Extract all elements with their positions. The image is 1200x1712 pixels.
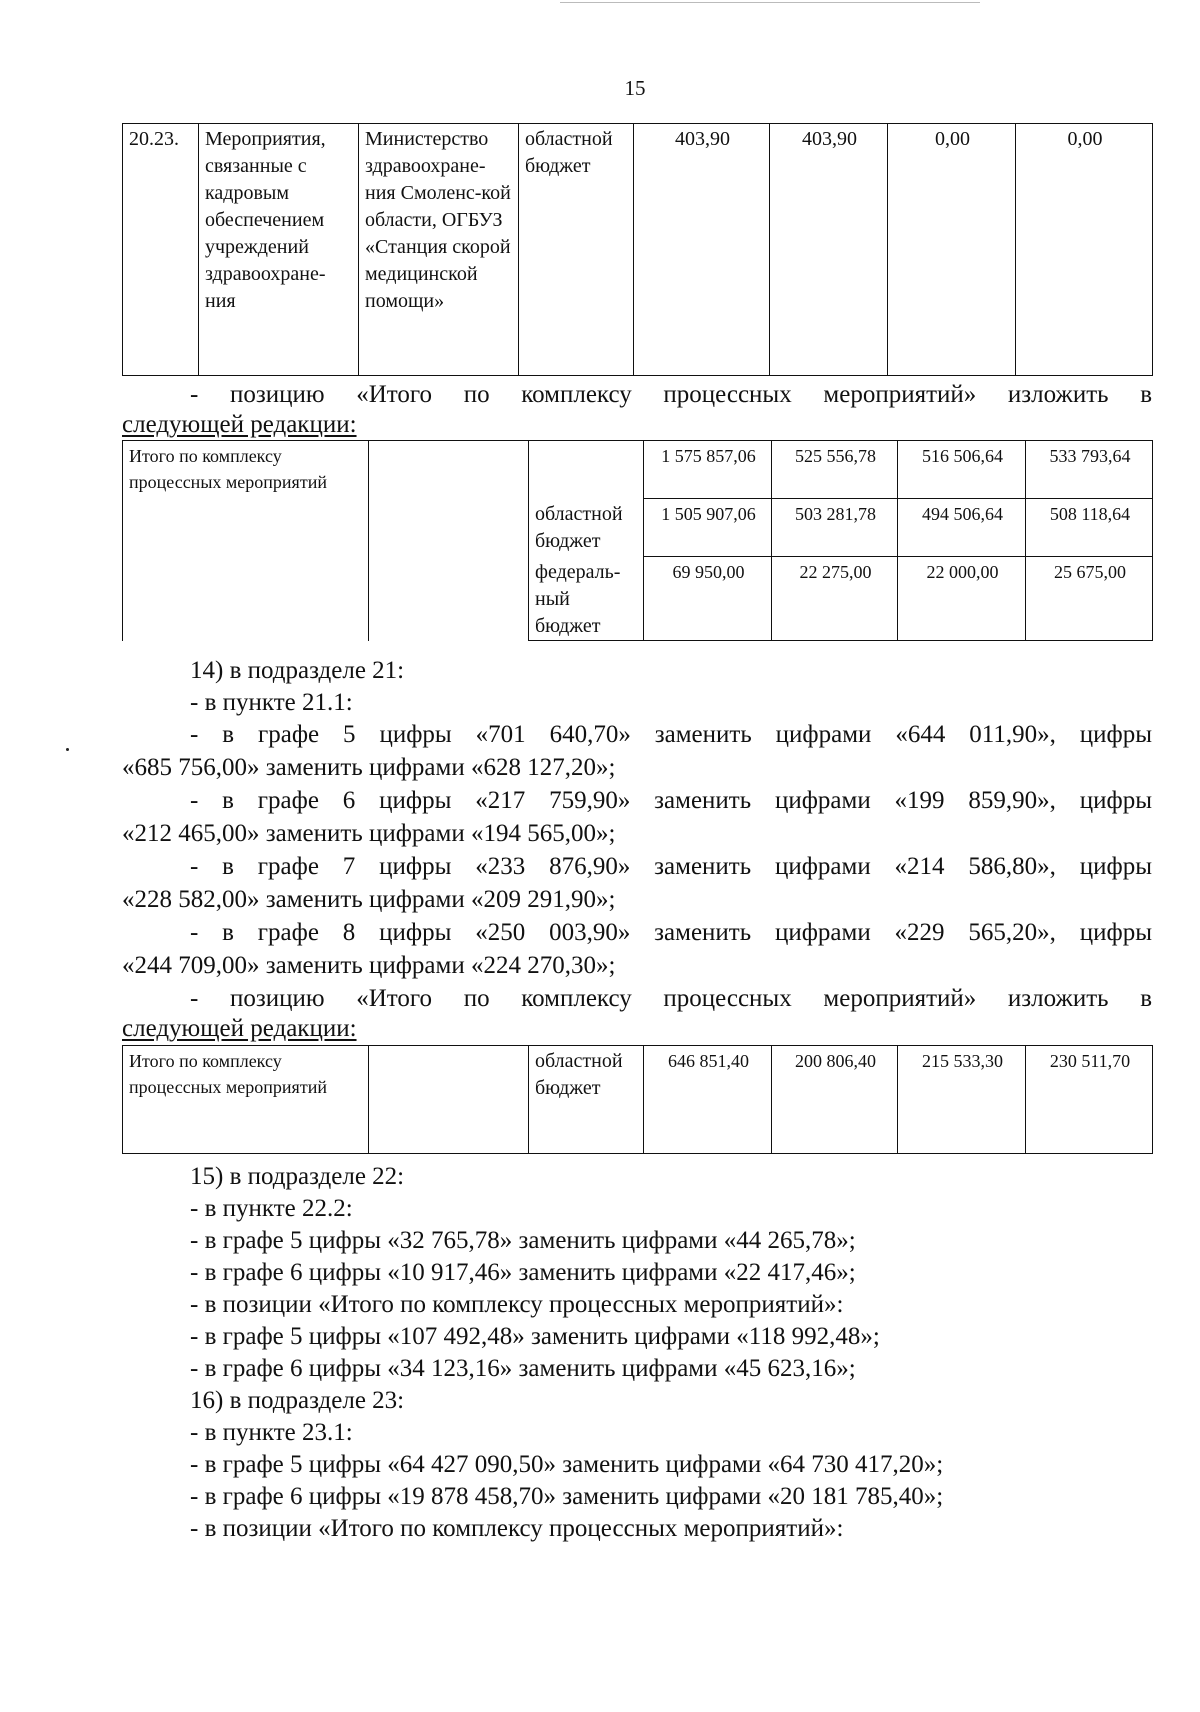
source-regional: областной бюджет	[529, 499, 644, 557]
section-16-line-1: - в графе 5 цифры «64 427 090,50» заменить цифрами «64 730 417,20»;	[190, 1451, 944, 1478]
column-7-change-cont: «228 582,00» заменить цифрами «209 291,90»;	[122, 886, 616, 913]
source-empty	[529, 441, 644, 499]
total-year-2: 516 506,64	[898, 441, 1026, 499]
margin-dot	[66, 748, 69, 751]
page-number: 15	[624, 76, 646, 100]
funding-source: областной бюджет	[519, 124, 634, 376]
total-year-3: 533 793,64	[1026, 441, 1153, 499]
value-total: 403,90	[634, 124, 770, 376]
event-name: Мероприятия, связанные с кадровым обеспечением учреждений здравоохране-ния	[199, 124, 359, 376]
source-federal: федераль-ный бюджет	[529, 557, 644, 641]
total-year-1: 525 556,78	[772, 441, 898, 499]
value-year-3: 0,00	[1016, 124, 1153, 376]
federal-year-3: 25 675,00	[1026, 557, 1153, 641]
column-5-change-cont: «685 756,00» заменить цифрами «628 127,20»;	[122, 754, 616, 781]
table-total-21	[122, 440, 1153, 641]
section-16-heading: 16) в подразделе 23:	[190, 1387, 405, 1414]
column-5-change: - в графе 5 цифры «701 640,70» заменить цифрами «644 011,90», цифры	[190, 721, 1152, 748]
section-16-line-2: - в графе 6 цифры «19 878 458,70» заменить цифрами «20 181 785,40»;	[190, 1483, 944, 1510]
federal-year-1: 22 275,00	[772, 557, 898, 641]
event-executor: Министерство здравоохране-ния Смоленс-кой области, ОГБУЗ «Станция скорой медицинской помощи»	[359, 124, 519, 376]
total-year-2: 215 533,30	[898, 1046, 1026, 1154]
regional-year-2: 494 506,64	[898, 499, 1026, 557]
funding-source: областной бюджет	[529, 1046, 644, 1154]
section-15-heading: 15) в подразделе 22:	[190, 1163, 405, 1190]
total-label: Итого по комплексу процессных мероприятий	[123, 1046, 369, 1154]
scan-artifact	[560, 2, 980, 3]
total-all: 1 575 857,06	[644, 441, 772, 499]
executor-empty	[369, 441, 529, 641]
federal-year-2: 22 000,00	[898, 557, 1026, 641]
paragraph-position-1: - позицию «Итого по комплексу процессных мероприятий» изложить в	[190, 381, 1152, 408]
column-8-change-cont: «244 709,00» заменить цифрами «224 270,30»;	[122, 952, 616, 979]
total-all: 646 851,40	[644, 1046, 772, 1154]
column-7-change: - в графе 7 цифры «233 876,90» заменить цифрами «214 586,80», цифры	[190, 853, 1152, 880]
value-year-2: 0,00	[888, 124, 1016, 376]
section-14-heading: 14) в подразделе 21:	[190, 657, 405, 684]
section-15-line-3: - в позиции «Итого по комплексу процессных мероприятий»:	[190, 1291, 844, 1318]
table-row-20-23	[122, 123, 1153, 376]
column-6-change: - в графе 6 цифры «217 759,90» заменить цифрами «199 859,90», цифры	[190, 787, 1152, 814]
value-year-1: 403,90	[770, 124, 888, 376]
executor-empty	[369, 1046, 529, 1154]
regional-all: 1 505 907,06	[644, 499, 772, 557]
section-15-line-2: - в графе 6 цифры «10 917,46» заменить цифрами «22 417,46»;	[190, 1259, 856, 1286]
regional-year-1: 503 281,78	[772, 499, 898, 557]
section-15-point: - в пункте 22.2:	[190, 1195, 353, 1222]
paragraph-position-1-cont: следующей редакции:	[122, 411, 357, 438]
paragraph-position-2: - позицию «Итого по комплексу процессных мероприятий» изложить в	[190, 985, 1152, 1012]
row-number: 20.23.	[123, 124, 199, 376]
regional-year-3: 508 118,64	[1026, 499, 1153, 557]
section-15-line-5: - в графе 6 цифры «34 123,16» заменить цифрами «45 623,16»;	[190, 1355, 856, 1382]
section-16-point: - в пункте 23.1:	[190, 1419, 353, 1446]
column-6-change-cont: «212 465,00» заменить цифрами «194 565,00»;	[122, 820, 616, 847]
total-year-1: 200 806,40	[772, 1046, 898, 1154]
section-14-point: - в пункте 21.1:	[190, 689, 353, 716]
total-year-3: 230 511,70	[1026, 1046, 1153, 1154]
federal-all: 69 950,00	[644, 557, 772, 641]
paragraph-position-2-cont: следующей редакции:	[122, 1015, 357, 1042]
total-label: Итого по комплексу процессных мероприятий	[123, 441, 369, 641]
section-16-line-3: - в позиции «Итого по комплексу процессных мероприятий»:	[190, 1515, 844, 1542]
table-total-22	[122, 1045, 1153, 1154]
section-15-line-1: - в графе 5 цифры «32 765,78» заменить цифрами «44 265,78»;	[190, 1227, 856, 1254]
section-15-line-4: - в графе 5 цифры «107 492,48» заменить цифрами «118 992,48»;	[190, 1323, 880, 1350]
column-8-change: - в графе 8 цифры «250 003,90» заменить цифрами «229 565,20», цифры	[190, 919, 1152, 946]
